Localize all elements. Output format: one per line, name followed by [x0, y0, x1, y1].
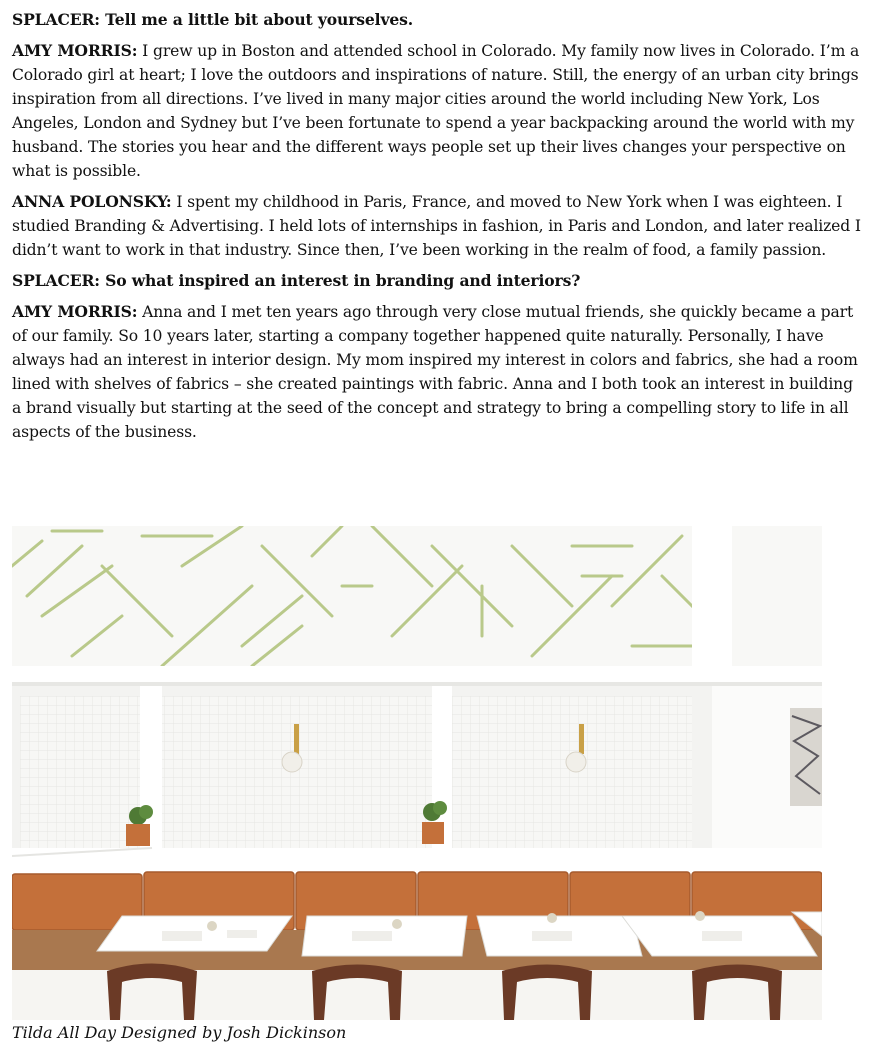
question-2: SPLACER: So what inspired an interest in branding and interiors?: [12, 271, 581, 290]
answer-text: I grew up in Boston and attended school in Colorado. My family now lives in Colorado. I’m a Colorado girl at heart; I love the outdoors and inspirations of nature. Still, the energy of an urban city brings inspiration from all directions. I’ve lived in many major cities around the world including New York, Los Angeles, London and Sydney but I’ve been fortunate to spend a year backpacking around the world with my husband. The stories you hear and the different ways people set up their lives changes your perspective on what is possible.: [12, 42, 860, 180]
answer-text: I spent my childhood in Paris, France, and moved to New York when I was eighteen. I studied Branding & Advertising. I held lots of internships in fashion, in Paris and London, and later realized I didn’t want to work in that industry. Since then, I’ve been working in the realm of food, a family passion.: [12, 193, 861, 259]
interview-article: [12, 8, 864, 451]
answer-amy-2: [12, 300, 864, 444]
answer-anna-1: [12, 190, 864, 262]
answer-text: Anna and I met ten years ago through very close mutual friends, she quickly became a part of our family. So 10 years later, starting a company together happened quite naturally. Personally, I have always had an interest in interior design. My mom inspired my interest in colors and fabrics, she had a room lined with shelves of fabrics – she created paintings with fabric. Anna and I both took an interest in building a brand visually but starting at the seed of the concept and strategy to bring a compelling story to life in all aspects of the business.: [12, 303, 858, 441]
restaurant-photo: [12, 526, 822, 1020]
plant-right: [422, 801, 447, 844]
speaker-label: ANNA POLONSKY:: [12, 192, 172, 211]
speaker-label: AMY MORRIS:: [12, 302, 138, 321]
question-1: SPLACER: Tell me a little bit about yourselves.: [12, 10, 414, 29]
answer-amy-1: [12, 39, 864, 183]
speaker-label: AMY MORRIS:: [12, 41, 138, 60]
photo-caption: Tilda All Day Designed by Josh Dickinson: [12, 1023, 347, 1042]
